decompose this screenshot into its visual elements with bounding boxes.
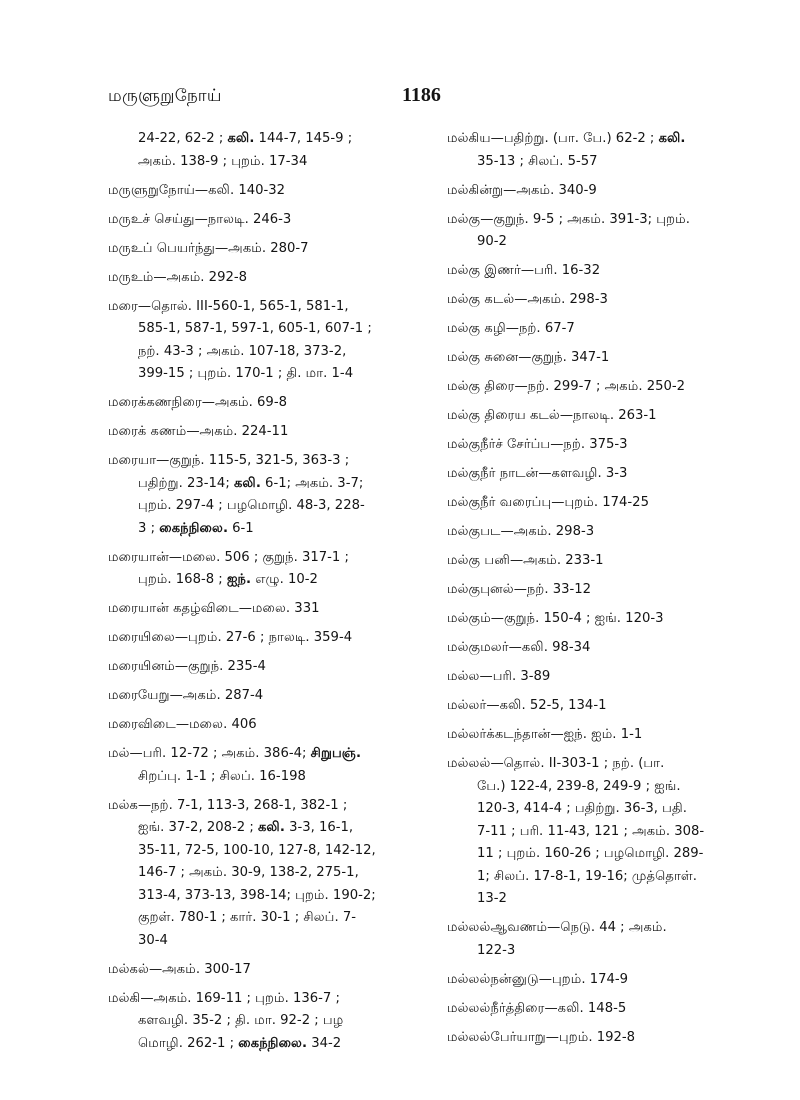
entry-text: மருஉப் பெயர்ந்து—அகம். 280-7: [108, 240, 309, 256]
entry-continuation: [108, 840, 408, 863]
entry-headline: [447, 128, 755, 151]
index-entry: [447, 579, 755, 602]
entry-headline: [447, 695, 755, 718]
entry-text: 146-7 ; அகம். 30-9, 138-2, 275-1,: [138, 865, 359, 880]
entry-text: மல்கு கடல்—அகம். 298-3: [447, 292, 608, 307]
entry-text: 35-13 ; சிலப். 5-57: [477, 153, 598, 169]
index-entry: [447, 434, 755, 457]
entry-text: மல்குநீர் நாடன்—களவழி. 3-3: [447, 466, 628, 481]
entry-continuation: [108, 569, 408, 592]
entry-headline: [447, 289, 755, 312]
entry-text: மரையேறு—அகம். 287-4: [108, 688, 264, 703]
index-entry: [447, 753, 755, 911]
entry-text: மல்குமலர்—கலி. 98-34: [447, 640, 591, 655]
entry-headline: [108, 421, 408, 444]
entry-text: மல்கு பனி—அகம். 233-1: [447, 553, 604, 568]
source-abbreviation: கலி.: [227, 131, 255, 146]
index-entry: [447, 637, 755, 660]
entry-continuation: [447, 231, 755, 254]
entry-headline: [447, 347, 755, 370]
index-entry: [108, 421, 408, 444]
entry-text: மல்லல்ஆவணம்—நெடு. 44 ; அகம்.: [447, 920, 667, 935]
entry-text: மல்கல்—அகம். 300-17: [108, 961, 251, 977]
entry-continuation: [447, 888, 755, 911]
index-entry: [108, 267, 408, 290]
index-entry: [108, 238, 408, 261]
index-column-left: [108, 128, 408, 1062]
entry-headline: [108, 450, 408, 473]
entry-text: மல்குபுனல்—நற். 33-12: [447, 582, 592, 597]
index-entry: [447, 1027, 755, 1050]
source-abbreviation: கைந்நிலை.: [159, 520, 228, 536]
entry-text: மல்லல்நீர்த்திரை—கலி. 148-5: [447, 1000, 627, 1016]
index-entry: [108, 685, 408, 708]
index-entry: [108, 743, 408, 788]
index-entry: [108, 296, 408, 386]
entry-headline: [447, 521, 755, 544]
entry-text: 6-1: [227, 520, 254, 536]
entry-text: சிறப்பு. 1-1 ; சிலப். 16-198: [138, 768, 306, 784]
entry-headline: [108, 743, 408, 766]
index-entry: [447, 666, 755, 689]
index-entry: [447, 347, 755, 370]
entry-text: மரையிலை—புறம். 27-6 ; நாலடி. 359-4: [108, 630, 353, 645]
index-entry: [108, 714, 408, 737]
entry-headline: [108, 714, 408, 737]
entry-text: மல்கும்—குறுந். 150-4 ; ஐங். 120-3: [447, 611, 664, 626]
entry-headline: [108, 656, 408, 679]
entry-continuation: [447, 866, 755, 889]
entry-text: மல்குநீர்ச் சேர்ப்ப—நற். 375-3: [447, 437, 628, 452]
entry-headline: [447, 492, 755, 515]
entry-continuation: [447, 940, 755, 963]
entry-continuation: [108, 318, 408, 341]
entry-text: நற். 43-3 ; அகம். 107-18, 373-2,: [138, 343, 347, 359]
entry-headline: [108, 267, 408, 290]
index-entry: [447, 209, 755, 254]
entry-text: 11 ; புறம். 160-26 ; பழமொழி. 289-: [477, 846, 704, 861]
index-entry: [447, 608, 755, 631]
entry-headline: [447, 998, 755, 1021]
index-entry: [108, 450, 408, 540]
index-entry: [447, 695, 755, 718]
index-entry: [108, 627, 408, 650]
entry-headline: [108, 795, 408, 818]
entry-continuation: [108, 817, 408, 840]
index-entry: [108, 656, 408, 679]
index-column-right: [447, 128, 755, 1056]
entry-text: மருஉம்—அகம். 292-8: [108, 269, 248, 285]
entry-text: புறம். 168-8 ;: [138, 572, 227, 587]
entry-text: 122-3: [477, 942, 516, 958]
entry-headline: [447, 209, 755, 232]
index-entry: [447, 318, 755, 341]
entry-text: 399-15 ; புறம். 170-1 ; தி. மா. 1-4: [138, 366, 354, 381]
entry-continuation: [108, 862, 408, 885]
entry-text: 120-3, 414-4 ; பதிற்று. 36-3, பதி.: [477, 801, 687, 816]
entry-headline: [108, 959, 408, 982]
entry-headline: [108, 598, 408, 621]
entry-text: மல்கின்று—அகம். 340-9: [447, 182, 597, 198]
index-entry: [447, 724, 755, 747]
entry-text: எழு. 10-2: [251, 572, 318, 587]
entry-text: 144-7, 145-9 ;: [254, 131, 353, 146]
entry-text: மரை—தொல். III-560-1, 565-1, 581-1,: [108, 298, 349, 314]
entry-continuation: [108, 151, 408, 174]
entry-text: 1; சிலப். 17-8-1, 19-16; முத்தொள்.: [477, 868, 697, 884]
index-entry: [108, 128, 408, 173]
entry-continuation: [108, 473, 408, 496]
entry-continuation: [108, 907, 408, 930]
index-entry: [447, 260, 755, 283]
entry-headline: [447, 376, 755, 399]
entry-text: 6-1; அகம். 3-7;: [260, 475, 364, 491]
entry-headline: [108, 547, 408, 570]
entry-headline: [108, 180, 408, 203]
entry-headline: [447, 463, 755, 486]
index-entry: [108, 547, 408, 592]
source-abbreviation: சிறுபஞ்.: [310, 746, 361, 761]
entry-continuation: [447, 843, 755, 866]
entry-continuation: [447, 151, 755, 174]
entry-text: மல்குநீர் வரைப்பு—புறம். 174-25: [447, 495, 649, 510]
entry-text: 585-1, 587-1, 597-1, 605-1, 607-1 ;: [138, 321, 372, 336]
entry-text: மல்கு திரைய கடல்—நாலடி. 263-1: [447, 408, 657, 423]
entry-headline: [108, 128, 408, 151]
entry-text: பதிற்று. 23-14;: [138, 475, 234, 491]
index-entry: [447, 289, 755, 312]
entry-text: மருஉச் செய்து—நாலடி. 246-3: [108, 211, 292, 227]
entry-continuation: [447, 798, 755, 821]
entry-text: மருளுறுநோய்—கலி. 140-32: [108, 182, 286, 198]
entry-continuation: [108, 930, 408, 953]
source-abbreviation: கலி.: [233, 475, 261, 491]
entry-text: மரைக் கணம்—அகம். 224-11: [108, 424, 289, 439]
entry-text: 3-3, 16-1,: [284, 820, 354, 835]
entry-continuation: [447, 821, 755, 844]
entry-text: மல்கு இணர்—பரி. 16-32: [447, 263, 601, 278]
source-abbreviation: கைந்நிலை.: [238, 1035, 308, 1051]
entry-text: மல்—பரி. 12-72 ; அகம். 386-4;: [108, 746, 311, 761]
entry-text: மல்லர்க்கடந்தான்—ஐந். ஐம். 1-1: [447, 727, 643, 742]
entry-headline: [447, 434, 755, 457]
entry-continuation: [108, 1033, 408, 1056]
entry-headline: [447, 969, 755, 992]
entry-continuation: [108, 495, 408, 518]
entry-headline: [447, 724, 755, 747]
entry-text: 13-2: [477, 891, 507, 906]
entry-headline: [447, 637, 755, 660]
entry-headline: [108, 209, 408, 232]
index-entry: [108, 959, 408, 982]
index-entry: [447, 492, 755, 515]
index-entry: [108, 795, 408, 953]
entry-text: 3 ;: [138, 520, 160, 536]
entry-text: மரைவிடை—மலை. 406: [108, 717, 257, 732]
entry-headline: [447, 608, 755, 631]
entry-text: களவழி. 35-2 ; தி. மா. 92-2 ; பழ: [138, 1013, 344, 1028]
index-entry: [447, 917, 755, 962]
entry-headline: [108, 988, 408, 1011]
entry-text: 34-2: [307, 1035, 342, 1051]
entry-headline: [447, 260, 755, 283]
entry-headline: [108, 296, 408, 319]
entry-text: 313-4, 373-13, 398-14; புறம். 190-2;: [138, 887, 376, 903]
entry-text: குறள். 780-1 ; கார். 30-1 ; சிலப். 7-: [138, 910, 357, 925]
entry-continuation: [108, 363, 408, 386]
entry-text: பே.) 122-4, 239-8, 249-9 ; ஐங்.: [477, 778, 681, 794]
index-entry: [447, 550, 755, 573]
entry-text: மரையினம்—குறுந். 235-4: [108, 659, 266, 674]
entry-text: மல்ல—பரி. 3-89: [447, 669, 551, 684]
entry-text: 7-11 ; பரி. 11-43, 121 ; அகம். 308-: [477, 823, 705, 839]
index-entry: [108, 988, 408, 1056]
entry-headline: [108, 685, 408, 708]
entry-text: மல்லர்—கலி. 52-5, 134-1: [447, 698, 607, 713]
entry-headline: [447, 666, 755, 689]
entry-headline: [447, 550, 755, 573]
entry-text: மல்கு—குறுந். 9-5 ; அகம். 391-3; புறம்.: [447, 211, 690, 227]
entry-headline: [447, 579, 755, 602]
entry-headline: [108, 627, 408, 650]
entry-text: மல்குபட—அகம். 298-3: [447, 524, 595, 539]
index-entry: [447, 969, 755, 992]
entry-text: மரையா—குறுந். 115-5, 321-5, 363-3 ;: [108, 453, 350, 468]
source-abbreviation: ஐந்.: [226, 572, 251, 587]
entry-text: மல்கிய—பதிற்று. (பா. பே.) 62-2 ;: [447, 131, 659, 146]
index-entry: [447, 463, 755, 486]
entry-headline: [447, 405, 755, 428]
source-abbreviation: கலி.: [257, 820, 285, 835]
entry-text: ஐங். 37-2, 208-2 ;: [138, 820, 258, 835]
entry-text: மரையான்—மலை. 506 ; குறுந். 317-1 ;: [108, 549, 349, 565]
entry-text: மரையான் கதழ்விடை—மலை. 331: [108, 601, 320, 616]
entry-text: மல்க—நற். 7-1, 113-3, 268-1, 382-1 ;: [108, 797, 348, 813]
entry-headline: [447, 917, 755, 940]
source-abbreviation: கலி.: [658, 131, 686, 146]
entry-headline: [447, 753, 755, 776]
entry-text: 35-11, 72-5, 100-10, 127-8, 142-12,: [138, 842, 376, 858]
entry-text: 30-4: [138, 932, 168, 948]
index-entry: [447, 376, 755, 399]
entry-headline: [108, 392, 408, 415]
entry-continuation: [447, 776, 755, 799]
entry-text: மல்லல்பேர்யாறு—புறம். 192-8: [447, 1029, 636, 1045]
entry-text: மல்லல்—தொல். II-303-1 ; நற். (பா.: [447, 756, 665, 771]
entry-text: மல்கு கழி—நற். 67-7: [447, 321, 575, 336]
entry-continuation: [108, 341, 408, 364]
index-entry: [447, 521, 755, 544]
entry-continuation: [108, 766, 408, 789]
entry-text: புறம். 297-4 ; பழமொழி. 48-3, 228-: [138, 498, 365, 513]
entry-text: மல்கு திரை—நற். 299-7 ; அகம். 250-2: [447, 379, 686, 394]
entry-continuation: [108, 518, 408, 541]
entry-headline: [447, 1027, 755, 1050]
index-entry: [108, 209, 408, 232]
entry-headline: [108, 238, 408, 261]
entry-text: அகம். 138-9 ; புறம். 17-34: [138, 153, 308, 169]
index-entry: [447, 128, 755, 173]
entry-text: 90-2: [477, 234, 507, 249]
entry-text: மொழி. 262-1 ;: [138, 1035, 239, 1051]
entry-continuation: [108, 1010, 408, 1033]
entry-text: மல்கு சுனை—குறுந். 347-1: [447, 350, 610, 365]
entry-headline: [447, 318, 755, 341]
entry-text: 24-22, 62-2 ;: [138, 131, 228, 146]
entry-text: மல்லல்நன்னுடு—புறம். 174-9: [447, 971, 629, 987]
entry-text: மல்கி—அகம். 169-11 ; புறம். 136-7 ;: [108, 990, 340, 1006]
index-entry: [447, 180, 755, 203]
entry-headline: [447, 180, 755, 203]
index-entry: [108, 180, 408, 203]
index-entry: [108, 392, 408, 415]
index-entry: [447, 998, 755, 1021]
index-entry: [108, 598, 408, 621]
entry-continuation: [108, 885, 408, 908]
entry-text: மரைக்கணநிரை—அகம். 69-8: [108, 395, 287, 410]
index-entry: [447, 405, 755, 428]
running-headword: மருளுறுநோய்: [108, 86, 222, 106]
page-number: 1186: [402, 84, 441, 106]
